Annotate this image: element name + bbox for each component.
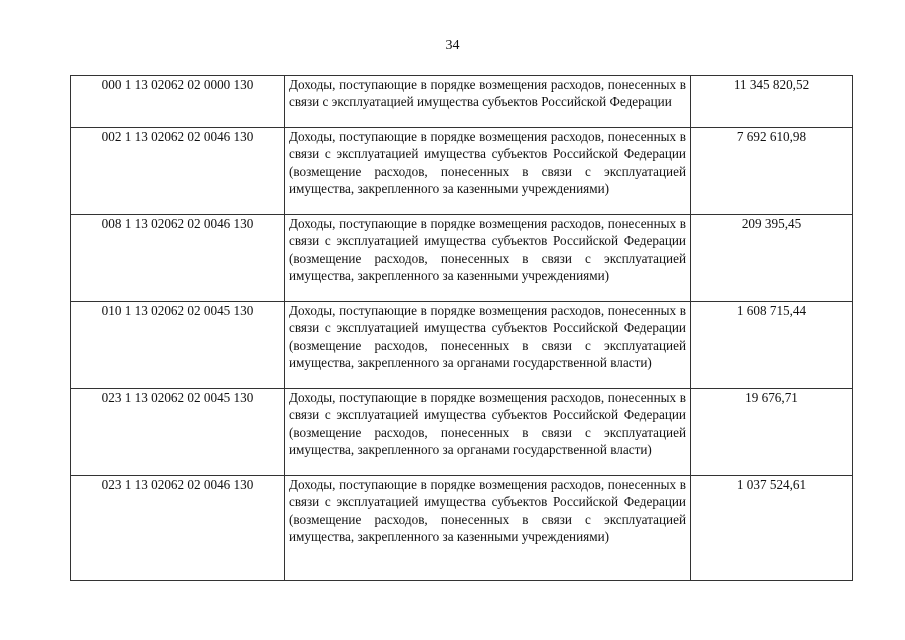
amount-cell: 1 608 715,44	[691, 302, 853, 389]
amount-cell: 19 676,71	[691, 389, 853, 476]
budget-code-cell: 010 1 13 02062 02 0045 130	[71, 302, 285, 389]
budget-code-cell: 008 1 13 02062 02 0046 130	[71, 215, 285, 302]
description-cell	[285, 302, 691, 389]
amount-cell: 209 395,45	[691, 215, 853, 302]
description-cell	[285, 128, 691, 215]
budget-code-cell: 023 1 13 02062 02 0046 130	[71, 476, 285, 581]
budget-code-cell: 000 1 13 02062 02 0000 130	[71, 76, 285, 128]
description-text: Доходы, поступающие в порядке возмещения расходов, понесенных в связи с эксплуатацией имущества субъектов Российской Федерации	[289, 77, 686, 110]
description-text: Доходы, поступающие в порядке возмещения расходов, понесенных в связи с эксплуатацией имущества субъектов Российской Федерации (возмещение расходов, понесенных в связи с эксплуатацией имущества, закрепленного за казенными учреждениями)	[289, 216, 686, 284]
table-row	[71, 476, 853, 581]
table-row	[71, 302, 853, 389]
revenue-table	[70, 75, 853, 581]
amount-cell: 1 037 524,61	[691, 476, 853, 581]
amount-cell: 7 692 610,98	[691, 128, 853, 215]
description-cell	[285, 476, 691, 581]
description-text: Доходы, поступающие в порядке возмещения расходов, понесенных в связи с эксплуатацией имущества субъектов Российской Федерации (возмещение расходов, понесенных в связи с эксплуатацией имущества, закрепленного за органами государственной власти)	[289, 390, 686, 458]
page-number: 34	[445, 38, 460, 53]
description-text: Доходы, поступающие в порядке возмещения расходов, понесенных в связи с эксплуатацией имущества субъектов Российской Федерации (возмещение расходов, понесенных в связи с эксплуатацией имущества, закрепленного за казенными учреждениями)	[289, 129, 686, 197]
description-cell	[285, 389, 691, 476]
description-text: Доходы, поступающие в порядке возмещения расходов, понесенных в связи с эксплуатацией имущества субъектов Российской Федерации (возмещение расходов, понесенных в связи с эксплуатацией имущества, закрепленного за казенными учреждениями)	[289, 477, 686, 545]
description-cell	[285, 215, 691, 302]
table-row	[71, 76, 853, 128]
amount-cell: 11 345 820,52	[691, 76, 853, 128]
budget-code-cell: 002 1 13 02062 02 0046 130	[71, 128, 285, 215]
budget-code-cell: 023 1 13 02062 02 0045 130	[71, 389, 285, 476]
description-cell	[285, 76, 691, 128]
table-row	[71, 389, 853, 476]
table-row	[71, 128, 853, 215]
description-text: Доходы, поступающие в порядке возмещения расходов, понесенных в связи с эксплуатацией имущества субъектов Российской Федерации (возмещение расходов, понесенных в связи с эксплуатацией имущества, закрепленного за органами государственной власти)	[289, 303, 686, 371]
table-row	[71, 215, 853, 302]
